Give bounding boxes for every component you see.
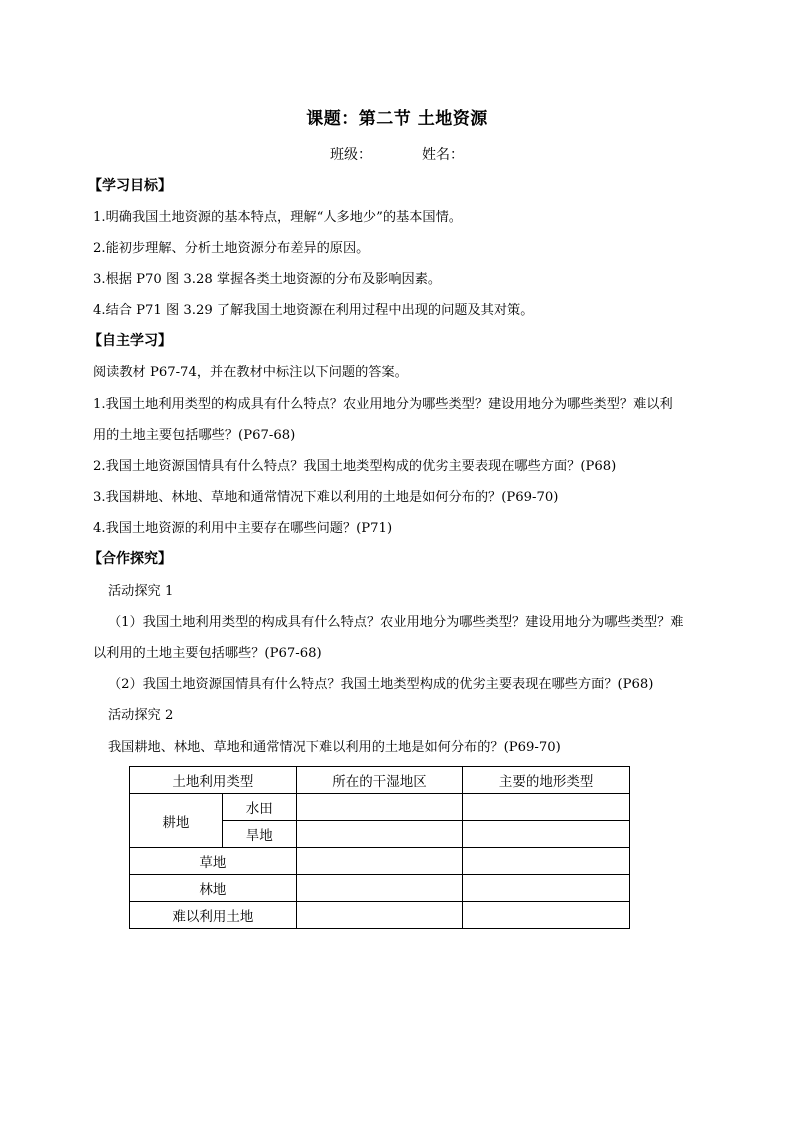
activity-1-label: 活动探究 1 [108,584,174,599]
answer-cell[interactable] [296,794,463,821]
activity-1-question-cont: 以利用的土地主要包括哪些？(P67-68) [93,646,322,661]
answer-cell[interactable] [296,821,463,848]
header-terrain-type: 主要的地形类型 [463,767,630,794]
cell-paddy: 水田 [222,794,296,821]
self-study-question-cont: 用的土地主要包括哪些？(P67-68) [93,428,296,443]
self-study-question: 4.我国土地资源的利用中主要存在哪些问题？(P71) [93,521,393,536]
table-row [130,848,630,875]
activity-2-label: 活动探究 2 [108,708,174,723]
answer-cell[interactable] [296,902,463,929]
header-climate-zone: 所在的干湿地区 [296,767,463,794]
activity-2-question: 我国耕地、林地、草地和通常情况下难以利用的土地是如何分布的？(P69-70) [108,740,561,755]
table-header-row [130,767,630,794]
table-row [130,902,630,929]
activity-1-question: （2）我国土地资源国情具有什么特点？我国土地类型构成的优劣主要表现在哪些方面？(P68) [108,677,654,692]
answer-cell[interactable] [463,821,630,848]
name-label: 姓名： [422,147,464,163]
cell-forest: 林地 [130,875,297,902]
self-study-question: 3.我国耕地、林地、草地和通常情况下难以利用的土地是如何分布的？(P69-70) [93,490,559,505]
cell-dryland: 旱地 [222,821,296,848]
objective-item: 4.结合 P71 图 3.29 了解我国土地资源在利用过程中出现的问题及其对策。 [93,303,534,318]
answer-cell[interactable] [296,875,463,902]
self-study-question: 2.我国土地资源国情具有什么特点？我国土地类型构成的优劣主要表现在哪些方面？(P68) [93,459,617,474]
answer-cell[interactable] [296,848,463,875]
answer-cell[interactable] [463,875,630,902]
answer-cell[interactable] [463,902,630,929]
answer-cell[interactable] [463,848,630,875]
class-label: 班级： [330,147,372,163]
page-title: 课题：第二节 土地资源 [306,109,488,129]
class-name-line [0,144,794,164]
self-study-question: 1.我国土地利用类型的构成具有什么特点？农业用地分为哪些类型？建设用地分为哪些类型？难以利 [93,397,673,412]
header-land-type: 土地利用类型 [130,767,297,794]
cell-unusable-land: 难以利用土地 [130,902,297,929]
activity-1-question: （1）我国土地利用类型的构成具有什么特点？农业用地分为哪些类型？建设用地分为哪些类型？难 [108,615,684,630]
cell-grassland: 草地 [130,848,297,875]
table-row [130,875,630,902]
objectives-heading: 【学习目标】 [88,178,172,194]
table-row [130,794,630,821]
cooperative-heading: 【合作探究】 [88,551,172,567]
objective-item: 1.明确我国土地资源的基本特点，理解“人多地少”的基本国情。 [93,210,462,225]
cell-cropland: 耕地 [130,794,223,848]
objective-item: 2.能初步理解、分析土地资源分布差异的原因。 [93,241,370,256]
objective-item: 3.根据 P70 图 3.28 掌握各类土地资源的分布及影响因素。 [93,272,442,287]
self-study-heading: 【自主学习】 [88,333,172,349]
answer-cell[interactable] [463,794,630,821]
land-distribution-table [129,766,630,929]
self-study-intro: 阅读教材 P67-74，并在教材中标注以下问题的答案。 [93,365,408,380]
